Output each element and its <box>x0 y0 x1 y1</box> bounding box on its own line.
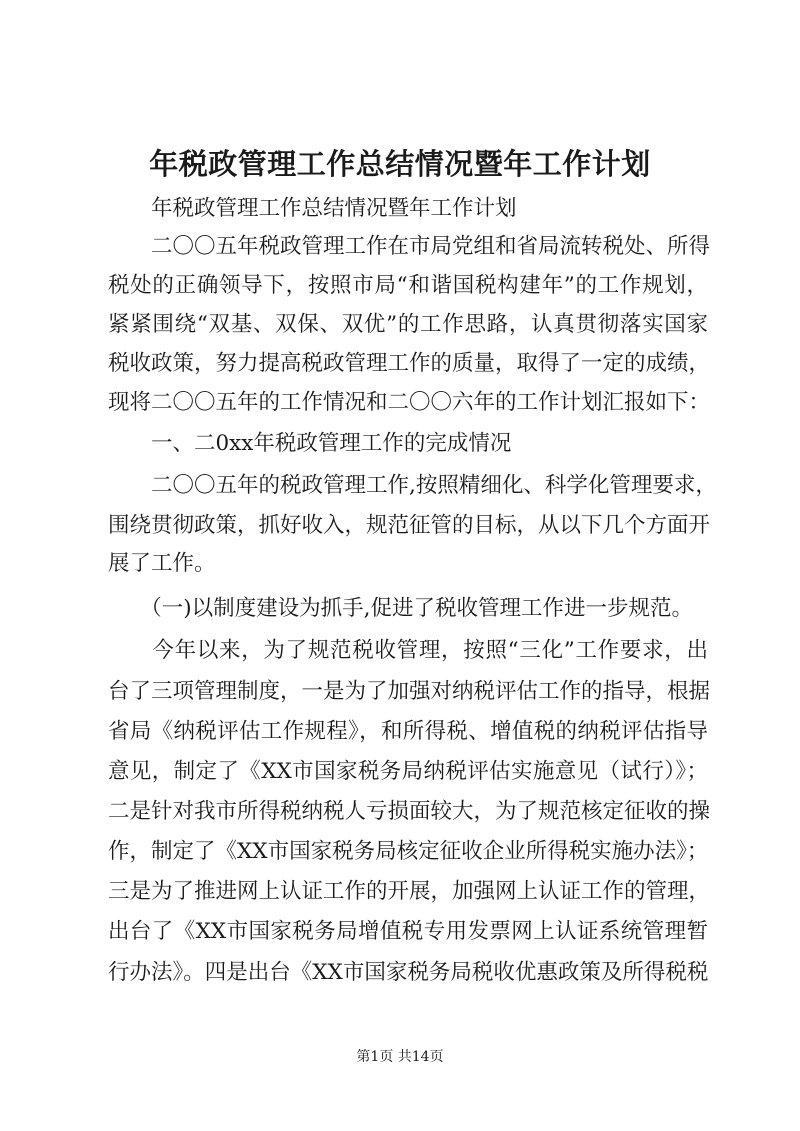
body-line: 行办法》。四是出台《XX市国家税务局税收优惠政策及所得税税 <box>108 960 709 985</box>
body-line: 意见，制定了《XX市国家税务局纳税评估实施意见（试行）》； <box>108 759 708 784</box>
body-line: 二是针对我市所得税纳税人亏损面较大，为了规范核定征收的操 <box>108 799 711 824</box>
body-line: 紧紧围绕“双基、双保、双优”的工作思路，认真贯彻落实国家 <box>108 312 708 337</box>
body-line: 二〇〇五年税政管理工作在市局党组和省局流转税处、所得 <box>108 234 711 259</box>
body-line: 税收政策，努力提高税政管理工作的质量，取得了一定的成绩， <box>108 351 711 376</box>
body-line: 出台了《XX市国家税务局增值税专用发票网上认证系统管理暂 <box>108 919 708 944</box>
body-line: 二〇〇五年的税政管理工作,按照精细化、科学化管理要求， <box>108 473 717 498</box>
body-line: 三是为了推进网上认证工作的开展，加强网上认证工作的管理， <box>108 879 711 904</box>
body-line: 现将二〇〇五年的工作情况和二〇〇六年的工作计划汇报如下： <box>108 390 711 415</box>
document-title: 年税政管理工作总结情况暨年工作计划 <box>149 147 651 181</box>
body-line: 税处的正确领导下，按照市局“和谐国税构建年”的工作规划， <box>108 273 708 298</box>
page-number: 第1页 共14页 <box>356 1049 444 1065</box>
body-line: 年税政管理工作总结情况暨年工作计划 <box>108 196 517 221</box>
body-line: 省局《纳税评估工作规程》，和所得税、增值税的纳税评估指导 <box>108 719 708 744</box>
body-line: 台了三项管理制度，一是为了加强对纳税评估工作的指导，根据 <box>108 679 711 704</box>
section-heading: 一、二0xx年税政管理工作的完成情况 <box>108 431 512 456</box>
subsection-heading: （一)以制度建设为抓手,促进了税收管理工作进一步规范。 <box>108 596 693 621</box>
body-line: 作，制定了《XX市国家税务局核定征收企业所得税实施办法》； <box>108 839 709 864</box>
body-line: 围绕贯彻政策，抓好收入，规范征管的目标，从以下几个方面开 <box>108 513 711 538</box>
body-line: 今年以来，为了规范税收管理，按照“三化”工作要求，出 <box>108 638 708 663</box>
body-line: 展了工作。 <box>108 551 216 576</box>
